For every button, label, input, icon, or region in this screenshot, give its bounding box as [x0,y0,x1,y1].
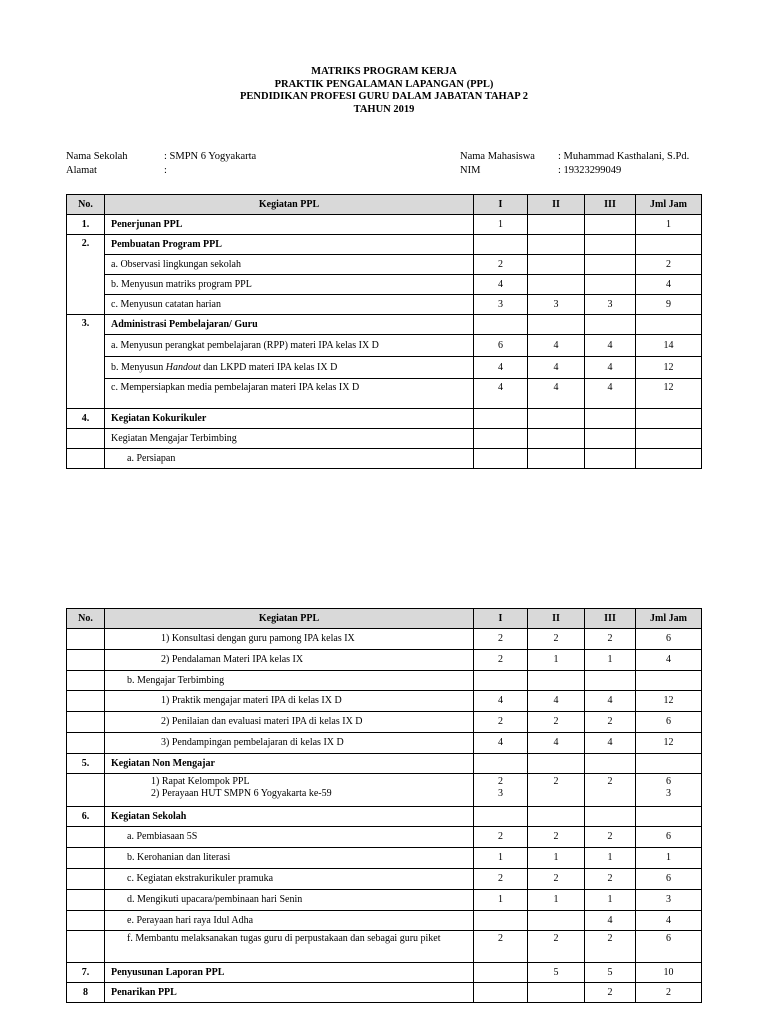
table-row: 8 Penarikan PPL 2 2 [67,983,702,1003]
header-activity: Kegiatan PPL [105,609,474,629]
school-label: Nama Sekolah [66,151,128,162]
table-row: Kegiatan Mengajar Terbimbing [67,429,702,449]
address-label: Alamat [66,164,97,176]
table-row: 6. Kegiatan Sekolah [67,807,702,827]
table-row: b. Kerohanian dan literasi 1 1 1 1 [67,848,702,869]
header-activity: Kegiatan PPL [105,195,474,215]
table-row: 4. Kegiatan Kokurikuler [67,409,702,429]
header-iii: III [585,609,636,629]
table-row: b. Menyusun matriks program PPL 4 4 [67,275,702,295]
table-row: a. Observasi lingkungan sekolah 2 2 [67,255,702,275]
nim-value: : 19323299049 [558,164,622,176]
title-line-1: MATRIKS PROGRAM KERJA [311,66,457,77]
school-value: : SMPN 6 Yogyakarta [164,151,257,162]
table-row: a. Persiapan [67,449,702,469]
table-row: 5. Kegiatan Non Mengajar [67,754,702,774]
header-ii: II [528,609,585,629]
header-ii: II [528,195,585,215]
table-row: 1) Rapat Kelompok PPL 2) Perayaan HUT SMPN 6 Yogyakarta ke-59 2 3 2 2 6 3 [67,774,702,807]
header-total: Jml Jam [636,609,702,629]
program-table-2 [66,608,702,1003]
table-row: 3. Administrasi Pembelajaran/ Guru [67,315,702,335]
table-row: e. Perayaan hari raya Idul Adha 4 4 [67,911,702,931]
table-header-row [67,195,702,215]
nim-label: NIM [460,164,481,176]
table-row: d. Mengikuti upacara/pembinaan hari Senin 1 1 1 3 [67,890,702,911]
title-line-3: PENDIDIKAN PROFESI GURU DALAM JABATAN TAHAP 2 [240,91,528,102]
title-line-4: TAHUN 2019 [353,103,415,115]
document-title [0,66,768,116]
table-row: 1) Praktik mengajar materi IPA di kelas IX D 4 4 4 12 [67,691,702,712]
title-line-2: PRAKTIK PENGALAMAN LAPANGAN (PPL) [274,78,494,90]
school-info [66,150,256,177]
table-row: 2) Pendalaman Materi IPA kelas IX 2 1 1 4 [67,650,702,671]
table-row: f. Membantu melaksanakan tugas guru di perpustakaan dan sebagai guru piket 2 2 2 6 [67,931,702,963]
program-table-1 [66,194,702,469]
address-value: : [164,164,167,176]
table-row: b. Mengajar Terbimbing [67,671,702,691]
student-label: Nama Mahasiswa [460,151,535,162]
table-row: c. Menyusun catatan harian 3 3 3 9 [67,295,702,315]
student-value: : Muhammad Kasthalani, S.Pd. [558,151,690,162]
table-row: a. Pembiasaan 5S 2 2 2 6 [67,827,702,848]
table-row: b. Menyusun Handout dan LKPD materi IPA kelas IX D 4 4 4 12 [67,357,702,379]
table-header-row [67,609,702,629]
table-row: 1. Penerjunan PPL 1 1 [67,215,702,235]
table-row: c. Kegiatan ekstrakurikuler pramuka 2 2 2 6 [67,869,702,890]
table-row: 1) Konsultasi dengan guru pamong IPA kelas IX 2 2 2 6 [67,629,702,650]
header-no: No. [67,195,105,215]
table-row: 7. Penyusunan Laporan PPL 5 5 10 [67,963,702,983]
table-row: a. Menyusun perangkat pembelajaran (RPP) materi IPA kelas IX D 6 4 4 14 [67,335,702,357]
header-no: No. [67,609,105,629]
header-total: Jml Jam [636,195,702,215]
table-row: c. Mempersiapkan media pembelajaran materi IPA kelas IX D 4 4 4 12 [67,379,702,409]
header-i: I [474,609,528,629]
table-row: 3) Pendampingan pembelajaran di kelas IX D 4 4 4 12 [67,733,702,754]
header-i: I [474,195,528,215]
header-iii: III [585,195,636,215]
table-row: 2) Penilaian dan evaluasi materi IPA di kelas IX D 2 2 2 6 [67,712,702,733]
student-info [460,150,689,177]
table-row: 2. Pembuatan Program PPL [67,235,702,255]
